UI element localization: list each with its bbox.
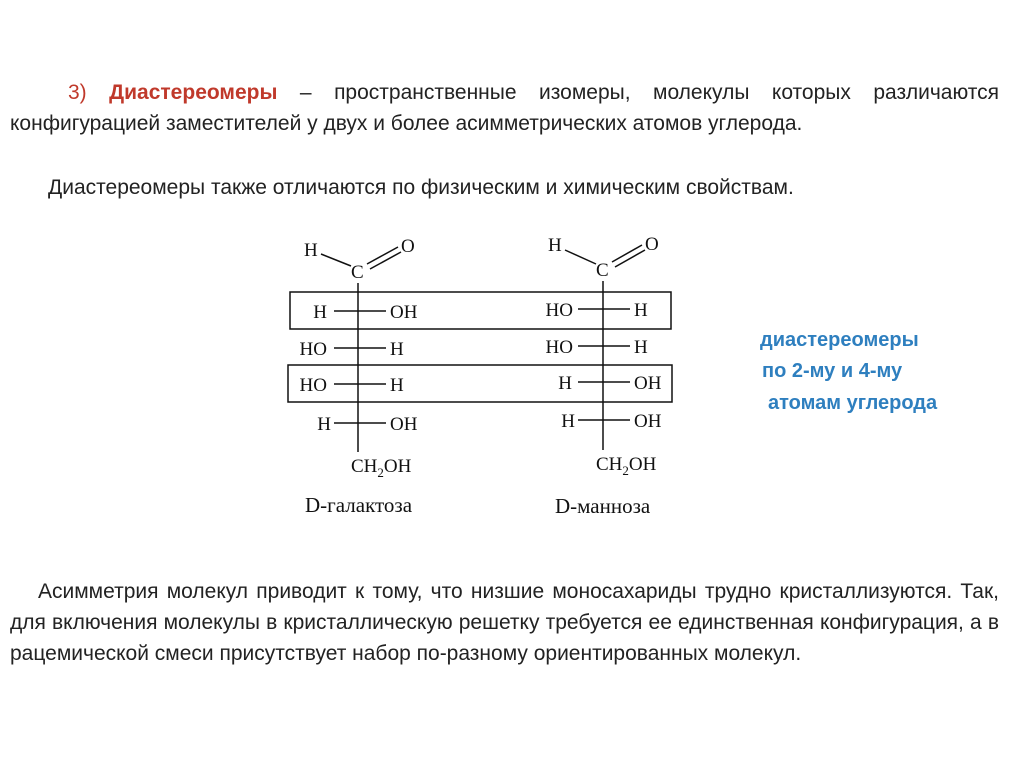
c5-left: H bbox=[561, 411, 575, 432]
c4-right: OH bbox=[634, 373, 662, 394]
c-h-bond bbox=[565, 250, 596, 264]
aldehyde-c: C bbox=[596, 260, 609, 281]
crystallization-text: Асимметрия молекул приводит к тому, что низшие моносахариды трудно кристаллизуются. Так, для включения молекулы в кристаллическую решетку требуется ее единственная конфигурация, а в рацемической смеси присутствует набор по-разному ориентированных молекул. bbox=[10, 580, 999, 665]
aldehyde-o: O bbox=[645, 234, 659, 255]
c2-left: HO bbox=[545, 300, 573, 321]
side-note-line-1: диастереомеры bbox=[760, 329, 919, 351]
c3-left: HO bbox=[545, 337, 573, 358]
c4-left: HO bbox=[299, 375, 327, 396]
properties-sentence: Диастереомеры также отличаются по физическим и химическим свойствам. bbox=[48, 176, 794, 199]
crystallization-paragraph bbox=[10, 576, 999, 669]
c3-right: H bbox=[634, 337, 648, 358]
mannose-structure bbox=[546, 234, 662, 518]
c3-left: HO bbox=[299, 339, 327, 360]
item-number: 3) bbox=[68, 81, 87, 104]
terminal-group: $CH_2OH$ bbox=[596, 454, 657, 478]
aldehyde-c: C bbox=[351, 262, 364, 283]
side-note-line-3: атомам углерода bbox=[768, 392, 938, 414]
c2-right: H bbox=[634, 300, 648, 321]
aldehyde-h: H bbox=[548, 235, 562, 256]
terminal-group: $CH_2OH$ bbox=[351, 456, 412, 480]
structure-name: D-манноза bbox=[555, 494, 651, 518]
aldehyde-h: H bbox=[304, 240, 318, 261]
c5-right: OH bbox=[390, 414, 418, 435]
c3-right: H bbox=[390, 339, 404, 360]
c5-right: OH bbox=[634, 411, 662, 432]
c4-left: H bbox=[558, 373, 572, 394]
c2-right: OH bbox=[390, 302, 418, 323]
c4-right: H bbox=[390, 375, 404, 396]
side-note-line-2: по 2-му и 4-му bbox=[762, 360, 903, 382]
structure-name: D-галактоза bbox=[305, 493, 413, 517]
definition-text: пространственные изомеры, молекулы которых различаются конфигурацией заместителей у двух и более асимметрических атомов углерода. bbox=[10, 81, 1000, 135]
term-diastereomers: Диастереомеры bbox=[109, 81, 278, 104]
c2-left: H bbox=[313, 302, 327, 323]
c-h-bond bbox=[321, 254, 351, 266]
galactose-structure bbox=[300, 236, 418, 517]
aldehyde-o: O bbox=[401, 236, 415, 257]
c5-left: H bbox=[317, 414, 331, 435]
definition-dash: – bbox=[299, 81, 312, 104]
